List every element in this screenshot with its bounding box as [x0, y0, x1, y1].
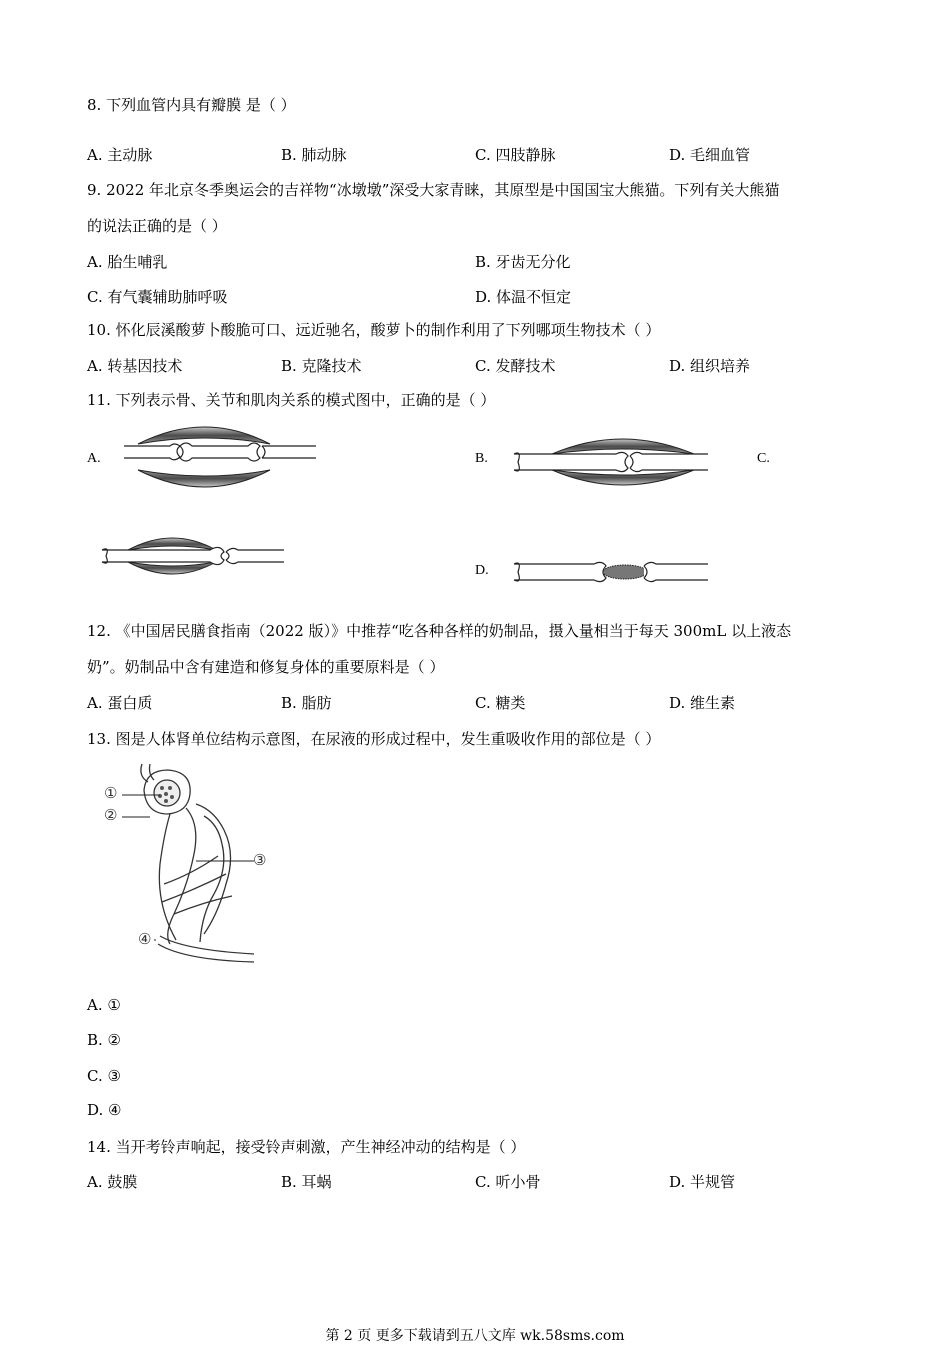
q13-stem: 13. 图是人体肾单位结构示意图，在尿液的形成过程中，发生重吸收作用的部位是（ ）	[87, 730, 661, 748]
nephron-label-3: ③	[253, 851, 267, 869]
q9-option-a: A. 胎生哺乳	[87, 253, 168, 271]
q10-option-a: A. 转基因技术	[87, 357, 183, 375]
q14-option-d: D. 半规管	[669, 1173, 736, 1191]
q10-option-c: C. 发酵技术	[475, 357, 556, 375]
figure-b-bone-muscle	[512, 430, 712, 492]
q12-option-d: D. 维生素	[669, 694, 736, 712]
q11-label-d: D.	[475, 563, 489, 578]
q8-option-b: B. 肺动脉	[281, 146, 347, 164]
q14-option-c: C. 听小骨	[475, 1173, 541, 1191]
q12-option-c: C. 糖类	[475, 694, 526, 712]
q9-stem-line1: 9. 2022 年北京冬季奥运会的吉祥物“冰墩墩”深受大家青睐，其原型是中国国宝大熊猫。下列有关大熊猫	[87, 181, 780, 199]
q8-option-d: D. 毛细血管	[669, 146, 751, 164]
q13-option-c: C. ③	[87, 1067, 121, 1085]
q10-option-d: D. 组织培养	[669, 357, 751, 375]
q8-option-a: A. 主动脉	[87, 146, 153, 164]
q8-stem: 8. 下列血管内具有瓣膜 是（ ）	[87, 96, 296, 114]
q12-option-a: A. 蛋白质	[87, 694, 153, 712]
figure-a-bone-muscle	[120, 418, 320, 496]
q9-stem-line2: 的说法正确的是（ ）	[87, 217, 227, 235]
q10-option-b: B. 克隆技术	[281, 357, 362, 375]
q11-label-a: A.	[87, 451, 101, 466]
q12-stem-line1: 12. 《中国居民膳食指南（2022 版）》中推荐“吃各种各样的奶制品，摄入量相当于每天 300mL 以上液态	[87, 622, 792, 640]
q8-option-c: C. 四肢静脉	[475, 146, 556, 164]
q10-stem: 10. 怀化辰溪酸萝卜酸脆可口、远近驰名，酸萝卜的制作利用了下列哪项生物技术（ ）	[87, 321, 661, 339]
q12-stem-line2: 奶”。奶制品中含有建造和修复身体的重要原料是（ ）	[87, 658, 445, 676]
page-footer: 第 2 页 更多下载请到五八文库 wk.58sms.com	[325, 1328, 625, 1344]
q14-stem: 14. 当开考铃声响起，接受铃声刺激，产生神经冲动的结构是（ ）	[87, 1138, 526, 1156]
q13-option-a: A. ①	[87, 996, 121, 1014]
figure-c-bone-muscle	[98, 530, 288, 580]
nephron-label-2: ②	[104, 806, 118, 824]
nephron-figure	[104, 764, 274, 964]
q13-option-b: B. ②	[87, 1031, 122, 1049]
q11-stem: 11. 下列表示骨、关节和肌肉关系的模式图中，正确的是（ ）	[87, 391, 496, 409]
nephron-label-1: ①	[104, 784, 118, 802]
figure-d-bone-muscle	[512, 556, 712, 590]
q9-option-d: D. 体温不恒定	[475, 288, 572, 306]
q9-option-b: B. 牙齿无分化	[475, 253, 571, 271]
nephron-label-4: ④	[138, 930, 152, 948]
q12-option-b: B. 脂肪	[281, 694, 332, 712]
q14-option-b: B. 耳蜗	[281, 1173, 332, 1191]
q9-option-c: C. 有气囊辅助肺呼吸	[87, 288, 228, 306]
q11-label-c: C.	[757, 451, 770, 466]
q13-option-d: D. ④	[87, 1101, 122, 1119]
q11-label-b: B.	[475, 451, 488, 466]
q14-option-a: A. 鼓膜	[87, 1173, 138, 1191]
